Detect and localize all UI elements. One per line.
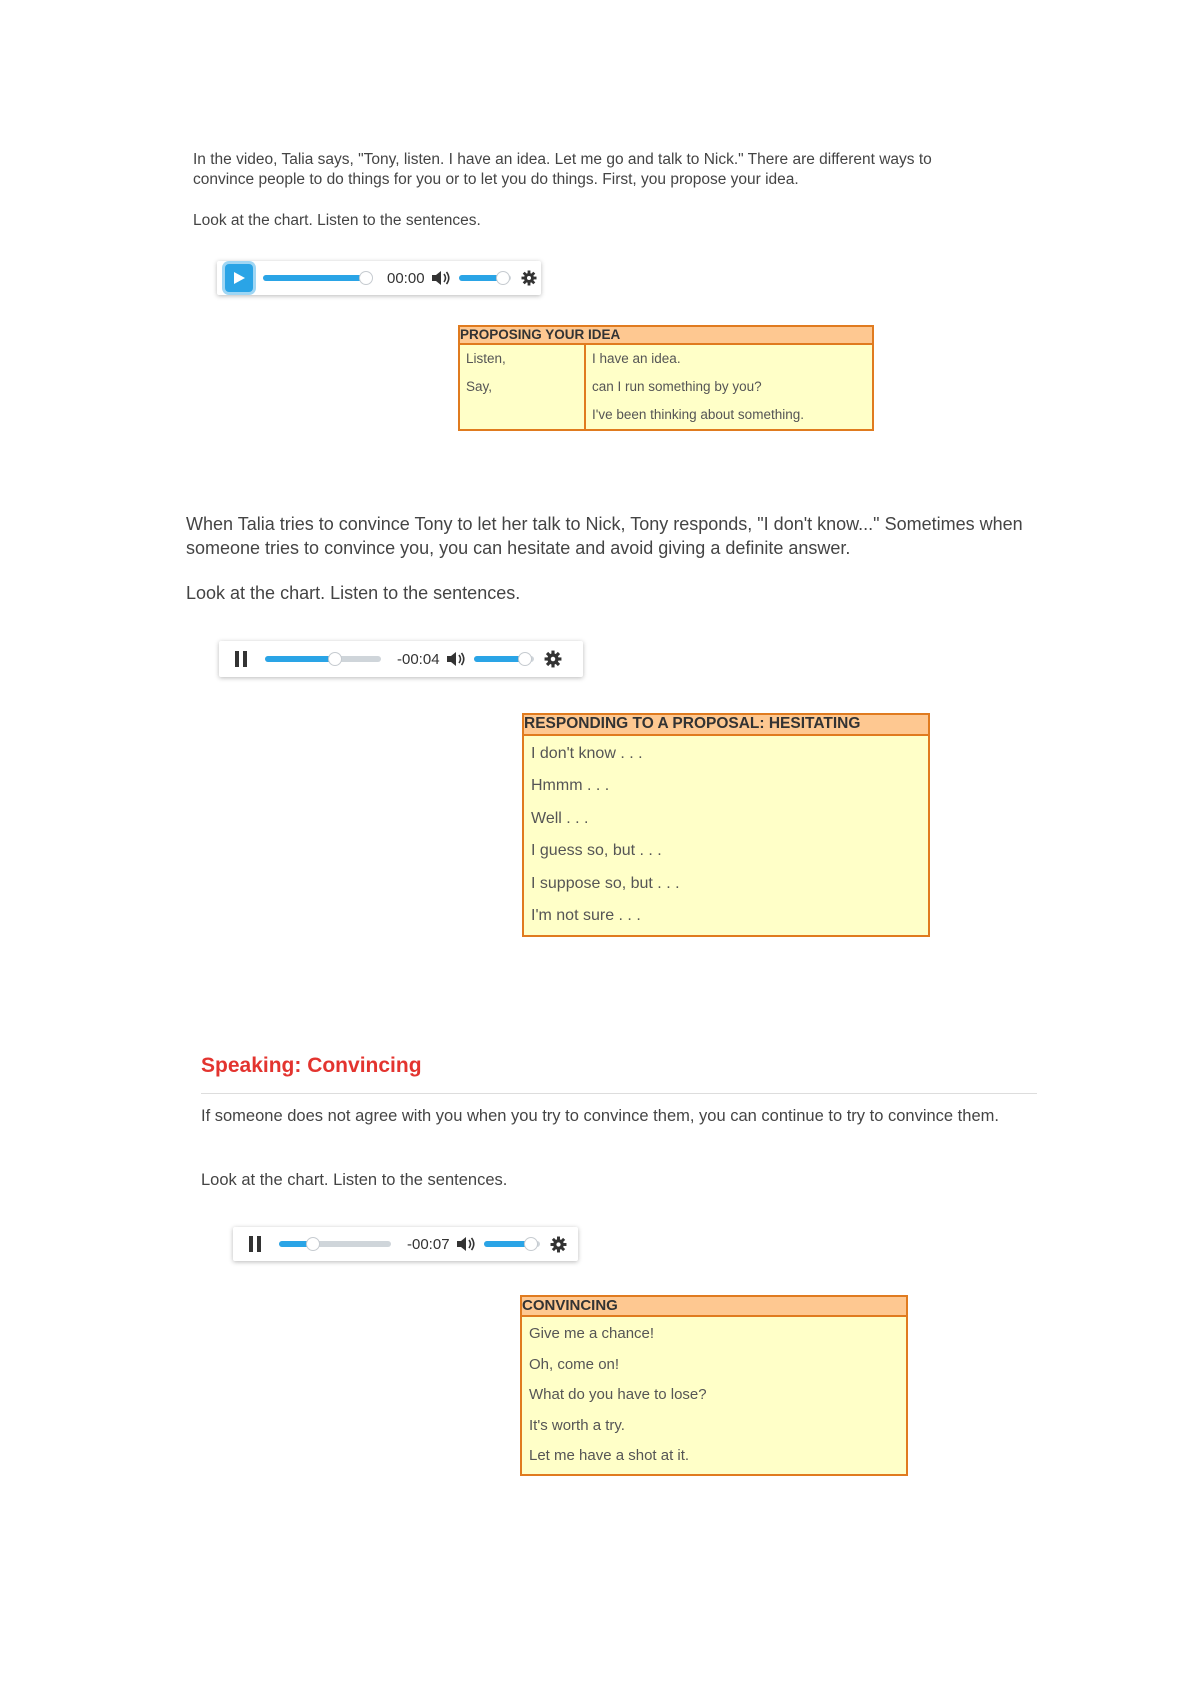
volume-knob[interactable]: [524, 1237, 538, 1251]
table-row: What do you have to lose?: [529, 1386, 707, 1403]
play-icon: [231, 270, 247, 286]
table-row: Well . . .: [531, 809, 589, 827]
table-row: It's worth a try.: [529, 1416, 625, 1434]
table-cell: I have an idea.: [592, 351, 681, 366]
audio-player-3: [233, 1227, 578, 1261]
volume-knob[interactable]: [518, 652, 532, 666]
hesitating-table: [522, 713, 930, 937]
table-row: Let me have a shot at it.: [529, 1447, 690, 1464]
table-header: RESPONDING TO A PROPOSAL: HESITATING: [523, 714, 929, 735]
table-right-column: [585, 344, 873, 430]
pause-button[interactable]: [227, 645, 255, 673]
progress-knob[interactable]: [306, 1237, 320, 1251]
volume-slider[interactable]: [459, 275, 511, 281]
progress-fill: [265, 656, 335, 662]
time-display: -00:04: [397, 650, 440, 668]
section-heading: Speaking: Convincing: [201, 1054, 422, 1077]
gear-icon: [544, 650, 562, 668]
gear-icon: [550, 1236, 567, 1253]
progress-fill: [263, 275, 366, 281]
table-row: Oh, come on!: [529, 1355, 620, 1373]
section2-instruction: Look at the chart. Listen to the sentences.: [186, 583, 521, 603]
pause-icon: [247, 1235, 263, 1253]
time-display: -00:07: [407, 1235, 450, 1253]
volume-icon: [431, 270, 451, 286]
volume-icon: [456, 1236, 476, 1252]
table-cell: can I run something by you?: [592, 379, 762, 394]
volume-slider[interactable]: [474, 656, 534, 662]
volume-icon: [446, 651, 466, 667]
section1-instruction: Look at the chart. Listen to the sentences.: [193, 212, 481, 229]
audio-player-2: [219, 641, 583, 677]
settings-button[interactable]: [550, 1236, 567, 1253]
section2-intro: When Talia tries to convince Tony to let her talk to Nick, Tony responds, "I don't know..." Sometimes when someone tries to convince you, you can hesitate and avoid giving a definite answer.: [186, 514, 1023, 558]
proposing-idea-table: [458, 325, 874, 431]
table-header: CONVINCING: [521, 1296, 907, 1316]
volume-fill: [459, 275, 501, 281]
divider: [201, 1093, 1037, 1094]
progress-slider[interactable]: [263, 275, 371, 281]
volume-slider[interactable]: [484, 1241, 540, 1247]
table-body: [523, 735, 929, 936]
progress-knob[interactable]: [328, 652, 342, 666]
section3-intro: If someone does not agree with you when you try to convince them, you can continue to try to convince them.: [201, 1107, 999, 1125]
pause-icon: [233, 650, 249, 668]
convincing-table: [520, 1295, 908, 1476]
table-row: Hmmm . . .: [531, 777, 610, 795]
gear-icon: [521, 270, 537, 286]
table-body: [521, 1316, 907, 1475]
progress-slider[interactable]: [265, 656, 381, 662]
progress-knob[interactable]: [359, 271, 373, 285]
settings-button[interactable]: [521, 270, 537, 286]
settings-button[interactable]: [544, 650, 562, 668]
volume-knob[interactable]: [496, 271, 510, 285]
table-row: I don't know . . .: [531, 744, 643, 762]
table-left-column: [459, 344, 585, 430]
table-row: I'm not sure . . .: [531, 907, 641, 925]
volume-fill: [474, 656, 522, 662]
table-header: PROPOSING YOUR IDEA: [459, 326, 873, 344]
section1-intro: In the video, Talia says, "Tony, listen. I have an idea. Let me go and talk to Nick." There are different ways to convince people to do things for you or to let you do things. First, you propose your idea.: [193, 151, 932, 189]
time-display: 00:00: [387, 269, 425, 287]
progress-slider[interactable]: [279, 1241, 391, 1247]
volume-button[interactable]: [456, 1236, 476, 1252]
section3-instruction: Look at the chart. Listen to the sentences.: [201, 1171, 508, 1189]
pause-button[interactable]: [241, 1230, 269, 1258]
volume-button[interactable]: [431, 270, 451, 286]
table-cell: Listen,: [466, 351, 506, 366]
table-row: I suppose so, but . . .: [531, 874, 680, 892]
table-cell: Say,: [466, 379, 493, 394]
table-row: Give me a chance!: [529, 1325, 655, 1342]
volume-button[interactable]: [446, 651, 466, 667]
volume-fill: [484, 1241, 529, 1247]
table-cell: I've been thinking about something.: [592, 407, 804, 422]
play-button[interactable]: [225, 264, 253, 292]
table-row: I guess so, but . . .: [531, 842, 662, 860]
audio-player-1: [217, 261, 541, 295]
